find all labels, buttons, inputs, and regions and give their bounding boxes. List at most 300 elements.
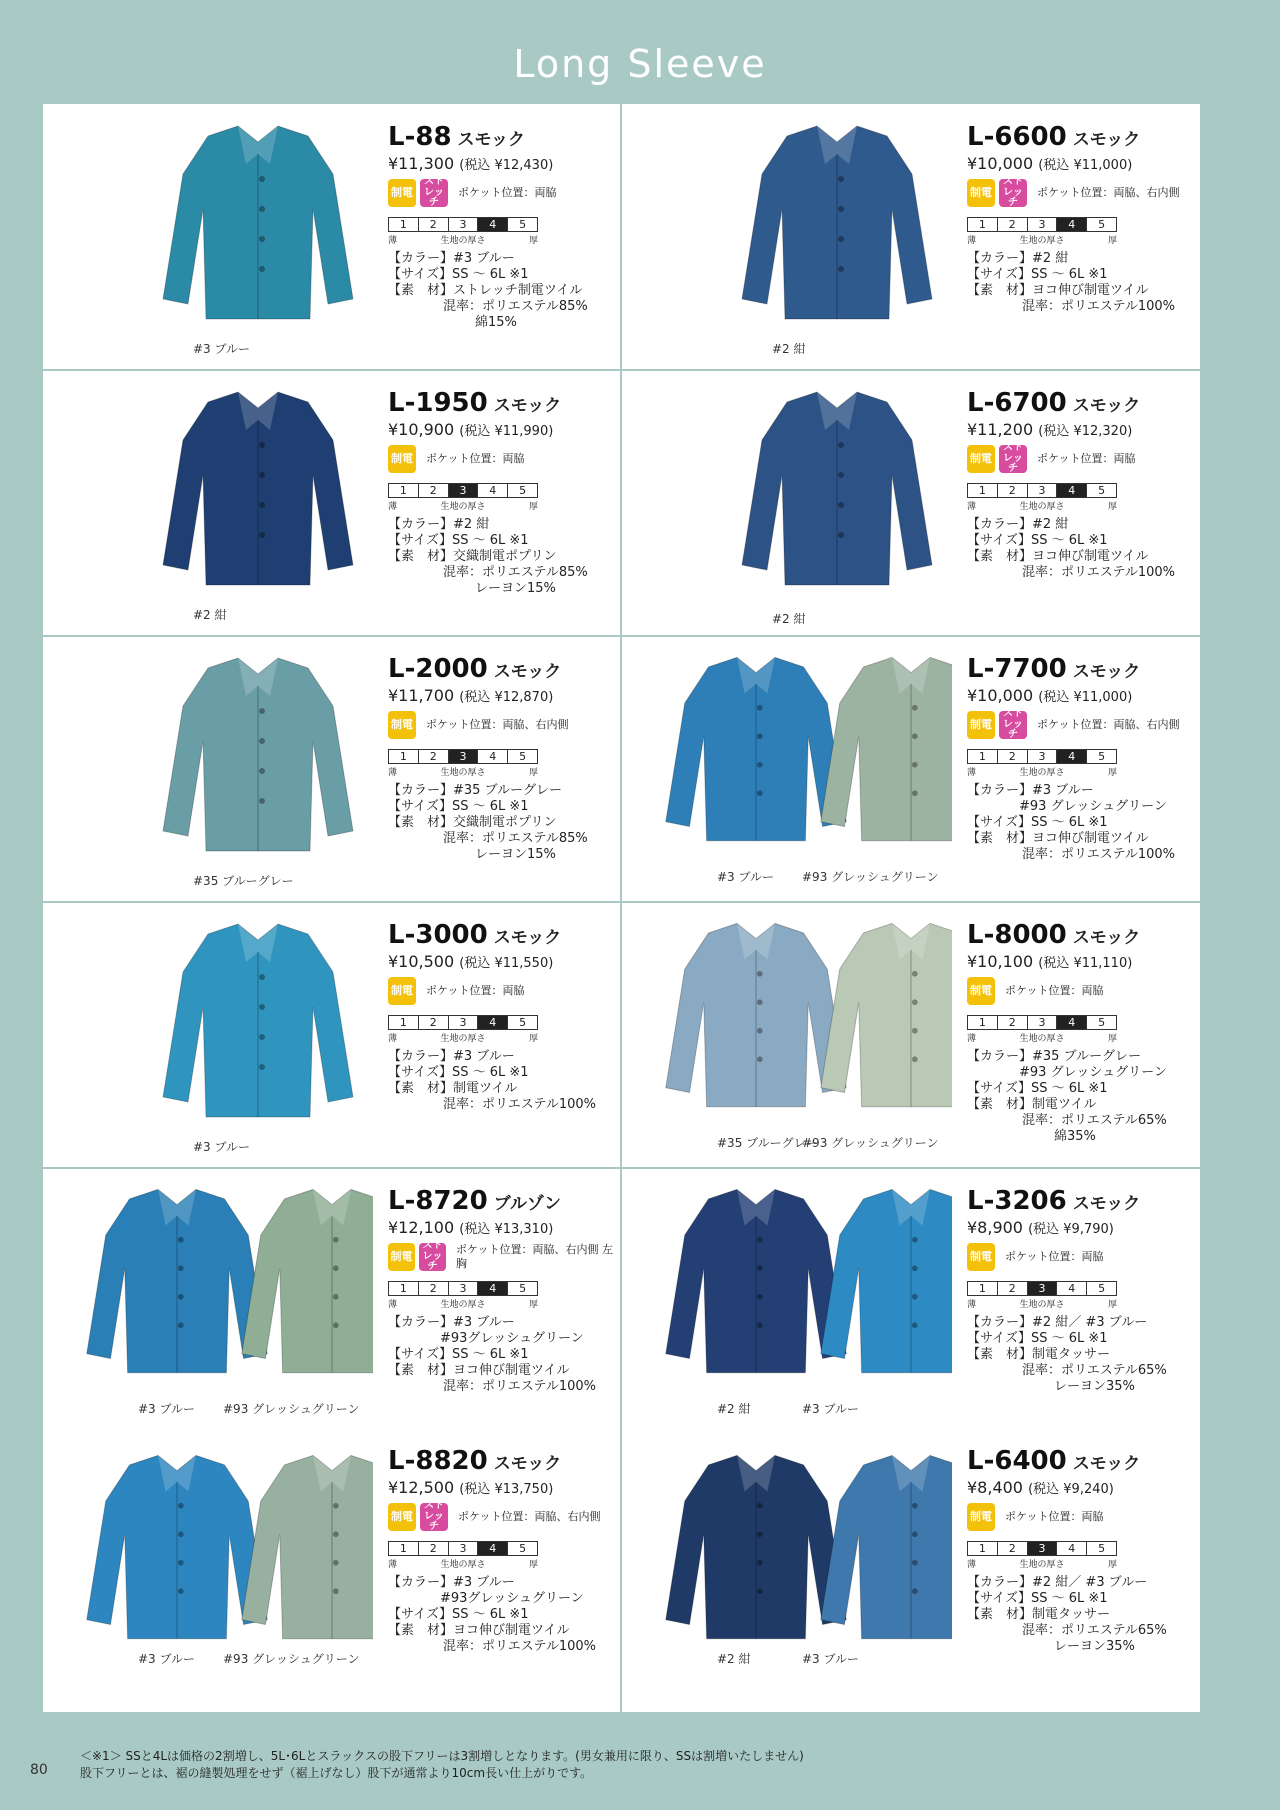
color-caption: #3 ブルー [193, 342, 251, 356]
spec-line: 【素 材】ストレッチ制電ツイル [388, 283, 583, 298]
thickness-step: 3 [1027, 1541, 1057, 1556]
product-type: スモック [1072, 1194, 1141, 1214]
footnote [80, 1748, 804, 1782]
spec-line: 【カラー】#2 紺 [967, 517, 1069, 532]
price: ¥12,100 [388, 1218, 455, 1237]
thickness-step: 4 [477, 1281, 507, 1296]
thickness-step: 4 [1056, 483, 1086, 498]
thickness-label: 生地の厚さ [440, 1560, 486, 1570]
color-caption: #2 紺 [772, 612, 806, 626]
antistatic-badge: 制電 [388, 711, 416, 739]
thickness-label: 生地の厚さ [440, 768, 486, 778]
thickness-scale [967, 483, 1117, 498]
thickness-step: 4 [1056, 1541, 1086, 1556]
thickness-step: 5 [1086, 483, 1117, 498]
product-info [967, 1446, 1197, 1655]
thickness-step: 2 [418, 1015, 448, 1030]
thickness-step: 5 [507, 1015, 538, 1030]
spec-list [967, 517, 1197, 581]
footnote-line: ＜※1＞ SSと4Lは価格の2割増し、5L･6Lとスラックスの股下フリーは3割増しとなります。(男女兼用に限り、SSは割増いたしません) [80, 1749, 804, 1763]
price-with-tax: (税込 ¥11,110) [1038, 956, 1133, 971]
thickness-step: 2 [997, 1281, 1027, 1296]
antistatic-badge: 制電 [388, 1503, 416, 1531]
jacket-shape [163, 658, 353, 851]
spec-list [388, 1315, 618, 1395]
product-l-8820 [43, 1434, 620, 1712]
antistatic-badge: 制電 [388, 179, 416, 207]
thickness-label: 生地の厚さ [1019, 1034, 1065, 1044]
pocket-position: ポケット位置：両脇 [1005, 1250, 1104, 1264]
thickness-step: 2 [418, 749, 448, 764]
garment-photo [83, 646, 373, 866]
product-code: L-3206 [967, 1186, 1067, 1216]
thin-label: 薄 [967, 1034, 977, 1044]
thickness-step: 1 [388, 1541, 418, 1556]
garment-photo [662, 1444, 952, 1664]
price-with-tax: (税込 ¥11,990) [459, 424, 554, 439]
thickness-step: 3 [1027, 1281, 1057, 1296]
thin-label: 薄 [388, 502, 398, 512]
thickness-step: 5 [507, 217, 538, 232]
jacket-shape [742, 126, 932, 319]
thickness-step: 1 [388, 217, 418, 232]
price-with-tax: (税込 ¥12,430) [459, 158, 554, 173]
thickness-step: 1 [967, 1281, 997, 1296]
jacket-shape [821, 657, 952, 840]
thickness-step: 1 [967, 483, 997, 498]
fabric-mix-line: 混率：ポリエステル100% [1022, 299, 1175, 314]
thick-label: 厚 [528, 1300, 538, 1310]
spec-list [388, 1049, 618, 1113]
thickness-label: 生地の厚さ [440, 236, 486, 246]
thickness-step: 4 [1056, 217, 1086, 232]
spec-line: 【素 材】ヨコ伸び制電ツイル [967, 831, 1149, 846]
price: ¥11,200 [967, 420, 1034, 439]
thickness-step: 3 [1027, 217, 1057, 232]
thickness-scale [388, 1015, 538, 1030]
spec-line: 【素 材】ヨコ伸び制電ツイル [388, 1623, 570, 1638]
product-code: L-6700 [967, 388, 1067, 418]
fabric-mix-line: レーヨン35% [1054, 1379, 1135, 1394]
thickness-step: 5 [1086, 1541, 1117, 1556]
pocket-position: ポケット位置：両脇 [1005, 1510, 1104, 1524]
thick-label: 厚 [528, 768, 538, 778]
product-l-8720 [43, 1168, 620, 1432]
thickness-step: 3 [448, 217, 478, 232]
spec-line: 【サイズ】SS ～ 6L ※1 [388, 1065, 529, 1080]
spec-line: 【サイズ】SS ～ 6L ※1 [388, 267, 529, 282]
garment-photo [662, 646, 952, 866]
thickness-label: 生地の厚さ [1019, 1300, 1065, 1310]
spec-line: 【サイズ】SS ～ 6L ※1 [967, 1081, 1108, 1096]
spec-list [967, 1049, 1197, 1145]
thickness-step: 2 [418, 1541, 448, 1556]
fabric-mix-line: 綿15% [475, 315, 517, 330]
jacket-shape [242, 1455, 373, 1638]
spec-line: 【素 材】制電ツイル [388, 1081, 518, 1096]
thin-label: 薄 [388, 768, 398, 778]
thick-label: 厚 [1107, 502, 1117, 512]
thickness-scale [967, 1541, 1117, 1556]
thickness-scale [967, 749, 1117, 764]
spec-line: 【素 材】制電ツイル [967, 1097, 1097, 1112]
pocket-position: ポケット位置：両脇、右内側 [1037, 718, 1180, 732]
thin-label: 薄 [967, 1560, 977, 1570]
color-caption: #35 ブルーグレー [193, 874, 294, 888]
price-with-tax: (税込 ¥13,310) [459, 1222, 554, 1237]
thickness-step: 3 [448, 1541, 478, 1556]
spec-list [388, 517, 618, 597]
stretch-badge: ストレッチ [420, 1503, 448, 1531]
thickness-step: 1 [388, 749, 418, 764]
price-with-tax: (税込 ¥12,870) [459, 690, 554, 705]
color-caption: #2 紺 [772, 342, 806, 356]
product-type: スモック [493, 396, 562, 416]
spec-list [388, 251, 618, 331]
spec-list [388, 783, 618, 863]
fabric-mix-line: 混率：ポリエステル100% [443, 1097, 596, 1112]
thickness-step: 4 [1056, 1015, 1086, 1030]
thickness-step: 1 [388, 1281, 418, 1296]
product-code: L-2000 [388, 654, 488, 684]
product-type: スモック [1072, 130, 1141, 150]
thickness-step: 2 [997, 749, 1027, 764]
spec-line: #93 グレッシュグリーン [967, 799, 1167, 814]
thick-label: 厚 [528, 502, 538, 512]
product-l-3206 [622, 1168, 1199, 1432]
price-with-tax: (税込 ¥9,240) [1028, 1482, 1114, 1497]
color-caption: #93 グレッシュグリーン [802, 870, 939, 884]
spec-line: 【素 材】制電タッサー [967, 1347, 1111, 1362]
price: ¥12,500 [388, 1478, 455, 1497]
spec-line: 【サイズ】SS ～ 6L ※1 [388, 533, 529, 548]
color-caption: #2 紺 [717, 1652, 751, 1666]
thickness-step: 2 [997, 483, 1027, 498]
price: ¥10,000 [967, 154, 1034, 173]
spec-line: 【素 材】交織制電ポプリン [388, 549, 557, 564]
thickness-scale [967, 1015, 1117, 1030]
thick-label: 厚 [1107, 236, 1117, 246]
spec-line: 【カラー】#3 ブルー [388, 1049, 515, 1064]
spec-line: 【サイズ】SS ～ 6L ※1 [388, 799, 529, 814]
product-type: スモック [1072, 396, 1141, 416]
thin-label: 薄 [388, 1560, 398, 1570]
product-l-88 [43, 104, 620, 368]
thickness-step: 4 [477, 483, 507, 498]
product-code: L-1950 [388, 388, 488, 418]
fabric-mix-line: 混率：ポリエステル65% [1022, 1113, 1167, 1128]
product-info [388, 122, 618, 331]
thickness-step: 1 [967, 1015, 997, 1030]
thick-label: 厚 [1107, 1300, 1117, 1310]
thickness-label: 生地の厚さ [1019, 236, 1065, 246]
thickness-step: 4 [477, 749, 507, 764]
product-info [967, 654, 1197, 863]
thickness-step: 4 [477, 217, 507, 232]
antistatic-badge: 制電 [967, 1243, 995, 1271]
thickness-step: 5 [507, 1541, 538, 1556]
thickness-step: 1 [967, 749, 997, 764]
garment-photo [662, 1178, 952, 1398]
thickness-step: 1 [388, 483, 418, 498]
pocket-position: ポケット位置：両脇 [458, 186, 557, 200]
product-l-6700 [622, 370, 1199, 634]
spec-line: #93グレッシュグリーン [388, 1331, 584, 1346]
antistatic-badge: 制電 [388, 445, 416, 473]
thickness-label: 生地の厚さ [440, 502, 486, 512]
price: ¥10,500 [388, 952, 455, 971]
thickness-step: 3 [1027, 749, 1057, 764]
product-l-3000 [43, 902, 620, 1166]
product-code: L-88 [388, 122, 452, 152]
thickness-step: 2 [418, 1281, 448, 1296]
thin-label: 薄 [967, 768, 977, 778]
color-caption: #3 ブルー [138, 1652, 196, 1666]
antistatic-badge: 制電 [967, 977, 995, 1005]
product-info [967, 1186, 1197, 1395]
product-info [388, 1446, 618, 1655]
antistatic-badge: 制電 [967, 711, 995, 739]
product-l-7700 [622, 636, 1199, 900]
color-caption: #2 紺 [717, 1402, 751, 1416]
fabric-mix-line: 混率：ポリエステル100% [443, 1379, 596, 1394]
product-l-6600 [622, 104, 1199, 368]
thick-label: 厚 [1107, 1034, 1117, 1044]
spec-line: 【サイズ】SS ～ 6L ※1 [388, 1607, 529, 1622]
thickness-scale [388, 217, 538, 232]
product-code: L-6400 [967, 1446, 1067, 1476]
color-caption: #3 ブルー [193, 1140, 251, 1154]
spec-list [967, 1315, 1197, 1395]
garment-photo [83, 1178, 373, 1398]
thin-label: 薄 [388, 236, 398, 246]
fabric-mix-line: 混率：ポリエステル100% [443, 1639, 596, 1654]
spec-line: 【カラー】#3 ブルー [388, 1315, 515, 1330]
spec-line: 【素 材】ヨコ伸び制電ツイル [967, 549, 1149, 564]
thickness-step: 5 [507, 483, 538, 498]
color-caption: #93 グレッシュグリーン [223, 1652, 360, 1666]
fabric-mix-line: レーヨン35% [1054, 1639, 1135, 1654]
product-l-2000 [43, 636, 620, 900]
product-info [388, 1186, 618, 1395]
color-caption: #93 グレッシュグリーン [223, 1402, 360, 1416]
jacket-shape [163, 392, 353, 585]
price-with-tax: (税込 ¥13,750) [459, 1482, 554, 1497]
product-type: スモック [457, 130, 526, 150]
spec-line: 【素 材】ヨコ伸び制電ツイル [388, 1363, 570, 1378]
product-code: L-3000 [388, 920, 488, 950]
thickness-step: 3 [1027, 483, 1057, 498]
stretch-badge: ストレッチ [999, 711, 1027, 739]
thin-label: 薄 [967, 502, 977, 512]
thin-label: 薄 [967, 236, 977, 246]
pocket-position: ポケット位置：両脇 [1037, 452, 1136, 466]
spec-line: 【カラー】#2 紺／ #3 ブルー [967, 1575, 1148, 1590]
color-caption: #35 ブルーグレー [717, 1136, 818, 1150]
price: ¥10,100 [967, 952, 1034, 971]
thickness-step: 4 [1056, 1281, 1086, 1296]
spec-line: 【サイズ】SS ～ 6L ※1 [967, 1591, 1108, 1606]
product-type: スモック [493, 1454, 562, 1474]
spec-line: 【サイズ】SS ～ 6L ※1 [967, 1331, 1108, 1346]
spec-line: 【サイズ】SS ～ 6L ※1 [388, 1347, 529, 1362]
color-caption: #3 ブルー [138, 1402, 196, 1416]
spec-line: 【カラー】#3 ブルー [967, 783, 1094, 798]
thickness-label: 生地の厚さ [440, 1300, 486, 1310]
spec-line: 【カラー】#35 ブルーグレー [967, 1049, 1142, 1064]
spec-line: 【素 材】交織制電ポプリン [388, 815, 557, 830]
fabric-mix-line: レーヨン15% [475, 581, 556, 596]
product-code: L-7700 [967, 654, 1067, 684]
product-type: スモック [493, 928, 562, 948]
jacket-shape [163, 924, 353, 1117]
product-l-6400 [622, 1434, 1199, 1712]
color-caption: #93 グレッシュグリーン [802, 1136, 939, 1150]
pocket-position: ポケット位置：両脇、右内側 [426, 718, 569, 732]
product-info [967, 388, 1197, 581]
price-with-tax: (税込 ¥9,790) [1028, 1222, 1114, 1237]
thickness-step: 3 [448, 1015, 478, 1030]
product-code: L-8820 [388, 1446, 488, 1476]
spec-list [967, 783, 1197, 863]
thickness-step: 3 [448, 1281, 478, 1296]
price: ¥8,400 [967, 1478, 1023, 1497]
stretch-badge: ストレッチ [419, 1243, 446, 1271]
thickness-step: 5 [1086, 217, 1117, 232]
thickness-step: 3 [448, 749, 478, 764]
fabric-mix-line: 混率：ポリエステル85% [443, 299, 588, 314]
color-caption: #3 ブルー [802, 1402, 860, 1416]
antistatic-badge: 制電 [967, 445, 995, 473]
product-info [388, 654, 618, 863]
thickness-step: 2 [418, 217, 448, 232]
thick-label: 厚 [1107, 768, 1117, 778]
thickness-step: 5 [1086, 749, 1117, 764]
product-info [967, 920, 1197, 1145]
fabric-mix-line: 混率：ポリエステル65% [1022, 1363, 1167, 1378]
product-l-8000 [622, 902, 1199, 1166]
price: ¥10,900 [388, 420, 455, 439]
fabric-mix-line: 混率：ポリエステル100% [1022, 847, 1175, 862]
pocket-position: ポケット位置：両脇、右内側 左胸 [456, 1243, 613, 1270]
spec-line: #93 グレッシュグリーン [967, 1065, 1167, 1080]
garment-photo [662, 912, 952, 1132]
thickness-scale [967, 1281, 1117, 1296]
stretch-badge: ストレッチ [420, 179, 448, 207]
garment-photo [662, 114, 952, 334]
jacket-shape [666, 657, 847, 840]
spec-line: 【素 材】制電タッサー [967, 1607, 1111, 1622]
jacket-shape [742, 392, 932, 585]
pocket-position: ポケット位置：両脇、右内側 [458, 1510, 601, 1524]
antistatic-badge: 制電 [388, 1243, 415, 1271]
garment-photo [83, 380, 373, 600]
thickness-step: 2 [418, 483, 448, 498]
thick-label: 厚 [528, 1034, 538, 1044]
thickness-step: 4 [1056, 749, 1086, 764]
product-l-1950 [43, 370, 620, 634]
spec-list [967, 251, 1197, 315]
thickness-label: 生地の厚さ [1019, 502, 1065, 512]
spec-list [388, 1575, 618, 1655]
page-number: 80 [30, 1762, 48, 1778]
stretch-badge: ストレッチ [999, 445, 1027, 473]
spec-line: 【サイズ】SS ～ 6L ※1 [967, 267, 1108, 282]
jacket-shape [666, 923, 847, 1106]
antistatic-badge: 制電 [967, 179, 995, 207]
thickness-step: 3 [448, 483, 478, 498]
thickness-scale [388, 1281, 538, 1296]
catalog-panel [43, 104, 1200, 1712]
thickness-scale [388, 749, 538, 764]
fabric-mix-line: 混率：ポリエステル100% [1022, 565, 1175, 580]
spec-list [967, 1575, 1197, 1655]
spec-line: 【カラー】#2 紺 [967, 251, 1069, 266]
price: ¥11,300 [388, 154, 455, 173]
thickness-step: 1 [388, 1015, 418, 1030]
thickness-label: 生地の厚さ [1019, 768, 1065, 778]
thickness-step: 3 [1027, 1015, 1057, 1030]
price-with-tax: (税込 ¥11,000) [1038, 158, 1133, 173]
thickness-step: 4 [477, 1015, 507, 1030]
product-code: L-6600 [967, 122, 1067, 152]
jacket-shape [821, 923, 952, 1106]
pocket-position: ポケット位置：両脇 [1005, 984, 1104, 998]
footnote-line: 股下フリーとは、裾の縫製処理をせず（裾上げなし）股下が通常より10cm長い仕上がりです。 [80, 1766, 593, 1780]
jacket-shape [666, 1189, 847, 1372]
pocket-position: ポケット位置：両脇 [426, 452, 525, 466]
thickness-label: 生地の厚さ [1019, 1560, 1065, 1570]
spec-line: #93グレッシュグリーン [388, 1591, 584, 1606]
product-type: スモック [1072, 1454, 1141, 1474]
product-code: L-8000 [967, 920, 1067, 950]
page-title: Long Sleeve [513, 42, 767, 86]
jacket-shape [87, 1455, 268, 1638]
garment-photo [83, 1444, 373, 1664]
thickness-step: 2 [997, 1541, 1027, 1556]
thickness-step: 5 [1086, 1015, 1117, 1030]
thickness-step: 5 [507, 1281, 538, 1296]
garment-photo [83, 912, 373, 1132]
thin-label: 薄 [388, 1300, 398, 1310]
product-info [388, 920, 618, 1113]
spec-line: 【カラー】#3 ブルー [388, 251, 515, 266]
thickness-step: 4 [477, 1541, 507, 1556]
spec-line: 【サイズ】SS ～ 6L ※1 [967, 815, 1108, 830]
jacket-shape [163, 126, 353, 319]
fabric-mix-line: 混率：ポリエステル85% [443, 831, 588, 846]
spec-line: 【素 材】ヨコ伸び制電ツイル [967, 283, 1149, 298]
price-with-tax: (税込 ¥11,550) [459, 956, 554, 971]
jacket-shape [242, 1189, 373, 1372]
thin-label: 薄 [388, 1034, 398, 1044]
thickness-step: 2 [997, 1015, 1027, 1030]
thickness-step: 1 [967, 217, 997, 232]
spec-line: 【サイズ】SS ～ 6L ※1 [967, 533, 1108, 548]
fabric-mix-line: 混率：ポリエステル65% [1022, 1623, 1167, 1638]
thin-label: 薄 [967, 1300, 977, 1310]
garment-photo [662, 380, 952, 600]
thick-label: 厚 [528, 236, 538, 246]
fabric-mix-line: 綿35% [1054, 1129, 1096, 1144]
product-info [388, 388, 618, 597]
color-caption: #3 ブルー [717, 870, 775, 884]
antistatic-badge: 制電 [388, 977, 416, 1005]
thick-label: 厚 [1107, 1560, 1117, 1570]
jacket-shape [87, 1189, 268, 1372]
spec-line: 【カラー】#2 紺／ #3 ブルー [967, 1315, 1148, 1330]
fabric-mix-line: 混率：ポリエステル85% [443, 565, 588, 580]
